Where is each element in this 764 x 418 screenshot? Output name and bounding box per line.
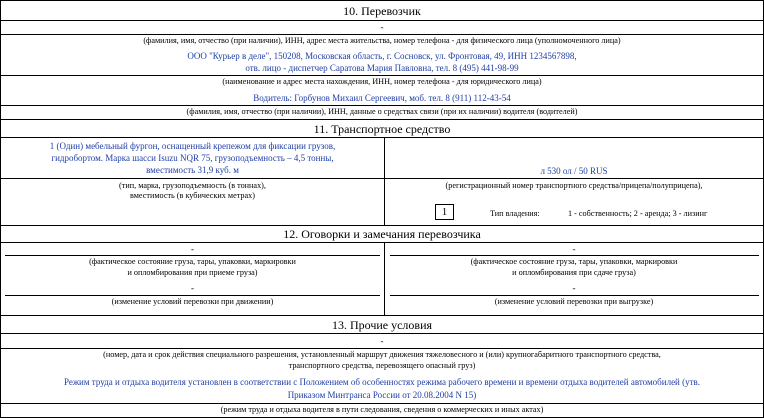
underline: [5, 295, 380, 296]
section-13-title: 13. Прочие условия: [331, 318, 433, 332]
underline: [1, 34, 763, 35]
section-12-title: 12. Оговорки и замечания перевозчика: [283, 227, 481, 241]
underline: [1, 403, 763, 404]
special-permit-hint-a: (номер, дата и срок действия специального разрешения, установленный маршрут движения тяжеловесного и (или) крупногабаритного транспортного средства,: [103, 350, 661, 359]
accept-condition-value: -: [191, 244, 194, 254]
special-permit-value: -: [380, 336, 384, 346]
unloading-changes-value: -: [572, 283, 576, 293]
delivery-condition-value: -: [572, 244, 576, 254]
accept-condition-hint-a: (фактическое состояние груза, тары, упаковки, маркировки: [89, 257, 296, 266]
work-rest-regime-line1: Режим труда и отдыха водителя установлен в соответствии с Положением об особенностях режима рабочего времени и времени отдыха водителей автомобилей (утв.: [63, 377, 701, 387]
delivery-condition-hint-b: и опломбирования при сдаче груза): [512, 268, 636, 277]
section-11-title: 11. Транспортное средство: [313, 122, 451, 136]
vehicle-hint1: (тип, марка, грузоподъемность (в тоннах),: [119, 181, 266, 190]
carrier-org-hint: (наименование и адрес места нахождения, ИНН, номер телефона - для юридического лица): [222, 77, 542, 86]
ownership-type-box: 1: [435, 204, 454, 220]
unloading-changes-hint: (изменение условий перевозки при выгрузке): [494, 297, 654, 306]
section-10-title: 10. Перевозчик: [343, 4, 421, 18]
underline: [5, 255, 380, 256]
driver-value: Водитель: Горбунов Михаил Сергеевич, моб. тел. 8 (911) 112-43-54: [253, 93, 511, 103]
underline: [385, 178, 763, 179]
ownership-type-legend: 1 - собственность; 2 - аренда; 3 - лизинг: [568, 209, 708, 218]
underline: [390, 255, 759, 256]
underline: [1, 105, 763, 106]
vehicle-line1: 1 (Один) мебельный фургон, оснащенный крепежом для фиксации грузов,: [49, 141, 336, 151]
reg-number-value: л 530 ол / 50 RUS: [540, 166, 608, 176]
reg-number-hint: (регистрационный номер транспортного средства/прицепа/полуприцепа),: [445, 181, 703, 190]
vehicle-line3: вместимость 31,9 куб. м: [146, 165, 239, 175]
underline: [1, 348, 763, 349]
vehicle-hint2: вместимость (в кубических метрах): [130, 191, 255, 200]
vehicle-line2: гидробортом. Марка шасси Isuzu NQR 75, грузоподъемность – 4,5 тонны,: [51, 153, 334, 163]
section-border: [1, 315, 763, 316]
divider: [1, 242, 763, 243]
divider: [1, 20, 763, 21]
divider: [1, 137, 763, 138]
divider: [1, 333, 763, 334]
work-rest-regime-hint: (режим труда и отдыха водителя в пути следования, сведения о коммерческих и иных актах): [220, 405, 544, 414]
carrier-person-hint: (фамилия, имя, отчество (при наличии), ИНН, адрес места жительства, номер телефона - для физического лица (уполномоченного лица): [143, 36, 621, 45]
delivery-condition-hint-a: (фактическое состояние груза, тары, упаковки, маркировки: [470, 257, 678, 266]
work-rest-regime-line2: Приказом Минтранса России от 20.08.2004 N 15): [287, 390, 477, 400]
section-border: [1, 119, 763, 120]
movement-changes-value: -: [191, 283, 194, 293]
ownership-type-label: Тип владения:: [490, 209, 540, 218]
carrier-org-line2: отв. лицо - диспетчер Саратова Мария Павловна, тел. 8 (495) 441-98-99: [245, 63, 519, 73]
special-permit-hint-b: транспортного средства, перевозящего опасный груз): [288, 361, 476, 370]
underline: [1, 75, 763, 76]
accept-condition-hint-b: и опломбирования при приеме груза): [127, 268, 258, 277]
driver-hint: (фамилия, имя, отчество (при наличии), ИНН, данные о средствах связи (при их наличии) водителя (водителей): [186, 107, 578, 116]
carrier-person-value: -: [380, 22, 384, 32]
carrier-org-line1: ООО "Курьер в деле", 150208, Московская область, г. Сосновск, ул. Фронтовая, 49, ИНН 1234567898,: [187, 51, 577, 61]
underline: [1, 178, 384, 179]
movement-changes-hint: (изменение условий перевозки при движении): [111, 297, 274, 306]
underline: [390, 295, 759, 296]
